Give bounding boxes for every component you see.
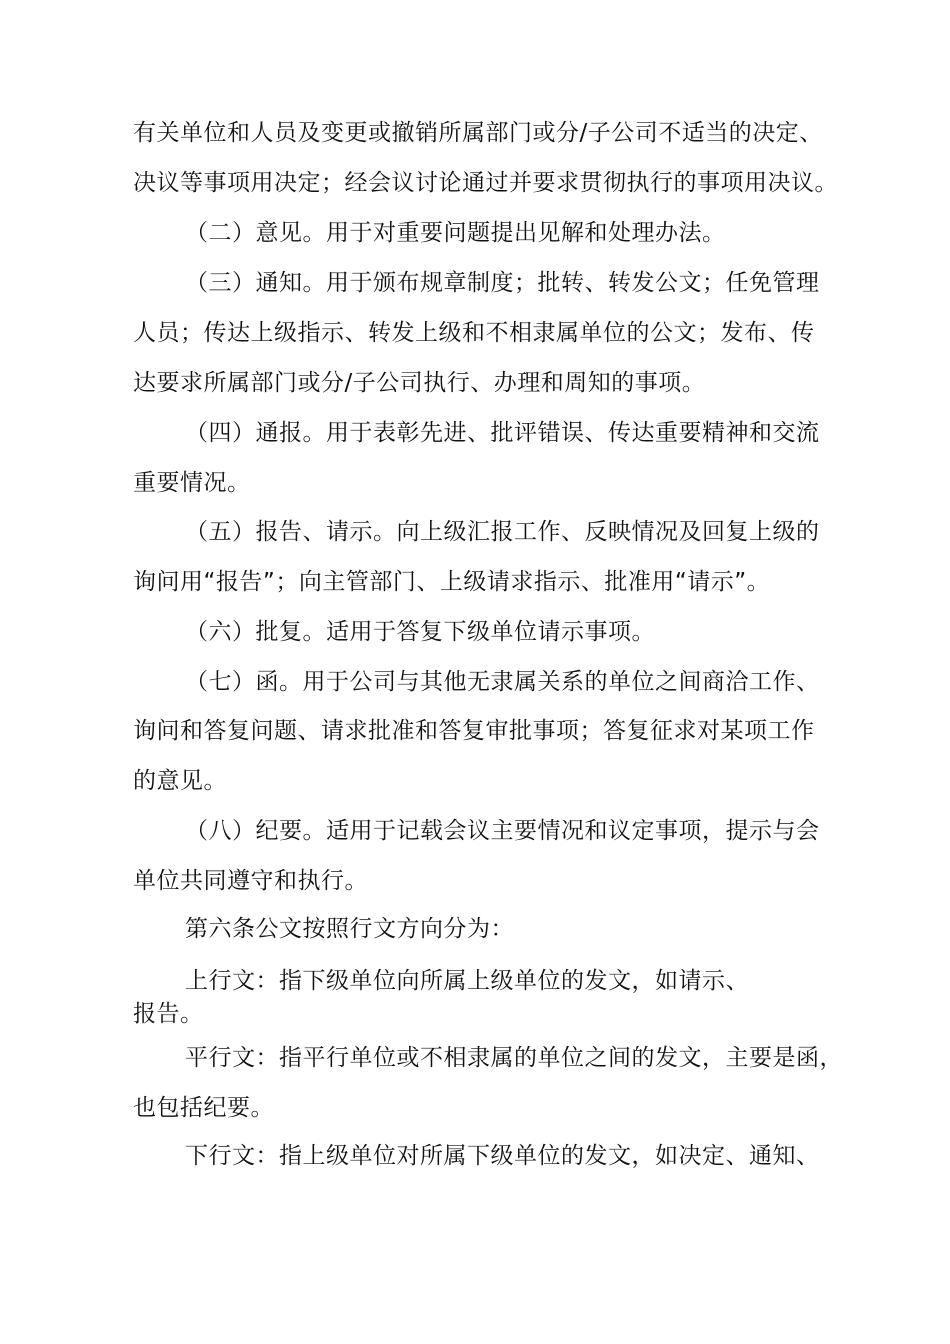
text-line: （六）批复。适用于答复下级单位请示事项。 xyxy=(185,619,655,645)
text-line: 报告。 xyxy=(133,1001,204,1027)
text-line: 达要求所属部门或分/子公司执行、办理和周知的事项。 xyxy=(133,370,706,396)
text-line: 决议等事项用决定；经会议讨论通过并要求贯彻执行的事项用决议。 xyxy=(133,170,838,196)
text-line: 也包括纪要。 xyxy=(133,1095,274,1121)
text-line: （八）纪要。适用于记载会议主要情况和议定事项，提示与会 xyxy=(185,818,820,844)
text-line: 询问用“报告”；向主管部门、上级请求指示、批准用“请示”。 xyxy=(133,569,771,595)
text-line: （二）意见。用于对重要问题提出见解和处理办法。 xyxy=(185,220,726,246)
text-line: （四）通报。用于表彰先进、批评错误、传达重要精神和交流 xyxy=(185,420,820,446)
text-line: 有关单位和人员及变更或撤销所属部门或分/子公司不适当的决定、 xyxy=(133,120,823,146)
text-line: （五）报告、请示。向上级汇报工作、反映情况及回复上级的 xyxy=(185,519,820,545)
text-line: 的意见。 xyxy=(133,768,227,794)
text-line: 重要情况。 xyxy=(133,470,251,496)
text-line: 上行文：指下级单位向所属上级单位的发文，如请示、 xyxy=(185,968,749,994)
text-line: 人员；传达上级指示、转发上级和不相隶属单位的公文；发布、传 xyxy=(133,320,815,346)
text-line: 单位共同遵守和执行。 xyxy=(133,868,368,894)
text-line: （三）通知。用于颁布规章制度；批转、转发公文；任免管理 xyxy=(185,270,820,296)
text-line: 询问和答复问题、请求批准和答复审批事项；答复征求对某项工作 xyxy=(133,718,815,744)
text-line: 平行文：指平行单位或不相隶属的单位之间的发文，主要是函， xyxy=(185,1045,843,1071)
text-line: 第六条公文按照行文方向分为： xyxy=(185,916,514,942)
text-line: 下行文：指上级单位对所属下级单位的发文，如决定、通知、 xyxy=(185,1143,820,1169)
text-line: （七）函。用于公司与其他无隶属关系的单位之间商洽工作、 xyxy=(185,669,820,695)
